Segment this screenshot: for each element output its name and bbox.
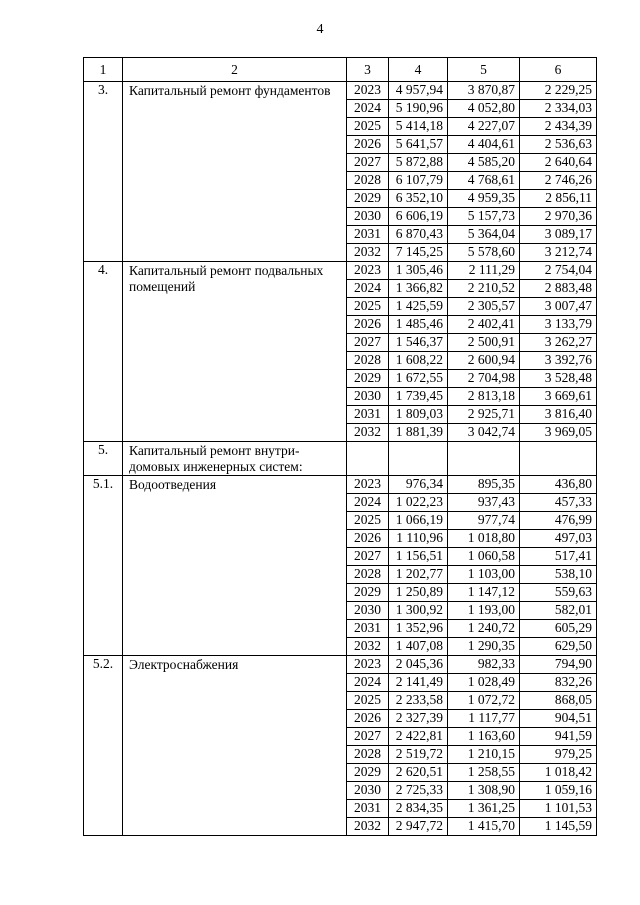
value-col5-cell: 2 925,71: [448, 406, 520, 424]
value-col5-cell: 1 018,80: [448, 530, 520, 548]
value-col4-cell: 1 066,19: [389, 512, 448, 530]
value-col6-cell: 2 640,64: [520, 154, 597, 172]
value-col5-cell: 1 361,25: [448, 800, 520, 818]
value-col5-cell: 2 704,98: [448, 370, 520, 388]
value-col5-cell: 1 163,60: [448, 728, 520, 746]
value-col4-cell: 2 947,72: [389, 818, 448, 836]
value-col6-cell: 497,03: [520, 530, 597, 548]
value-col6-cell: 436,80: [520, 476, 597, 494]
year-cell: 2031: [347, 226, 389, 244]
year-cell: 2029: [347, 584, 389, 602]
table-row: [84, 656, 597, 674]
value-col5-cell: 1 193,00: [448, 602, 520, 620]
value-col5-cell: 1 028,49: [448, 674, 520, 692]
value-col5-cell: 2 500,91: [448, 334, 520, 352]
year-cell: 2025: [347, 298, 389, 316]
value-col4-cell: 2 834,35: [389, 800, 448, 818]
value-col5-cell: 4 227,07: [448, 118, 520, 136]
value-col5-cell: 1 060,58: [448, 548, 520, 566]
value-col6-cell: 3 089,17: [520, 226, 597, 244]
value-col6-cell: 2 883,48: [520, 280, 597, 298]
value-col6-cell: 3 262,27: [520, 334, 597, 352]
header-col-2: 2: [123, 58, 347, 82]
value-col5-cell: 4 768,61: [448, 172, 520, 190]
year-cell: 2027: [347, 334, 389, 352]
item-description: Капитальный ремонт внутри-домовых инженерных систем:: [129, 443, 303, 474]
year-cell: 2032: [347, 244, 389, 262]
value-col6-cell: 941,59: [520, 728, 597, 746]
value-col6-cell: 3 007,47: [520, 298, 597, 316]
value-col4-cell: 1 809,03: [389, 406, 448, 424]
value-col5-cell: 2 305,57: [448, 298, 520, 316]
value-col4-cell: 6 606,19: [389, 208, 448, 226]
value-col5-cell: 977,74: [448, 512, 520, 530]
value-col4-cell: 6 107,79: [389, 172, 448, 190]
value-col5-cell: 1 103,00: [448, 566, 520, 584]
value-col4-cell: 1 202,77: [389, 566, 448, 584]
value-col4-cell: 5 414,18: [389, 118, 448, 136]
value-col6-cell: 3 528,48: [520, 370, 597, 388]
year-cell: 2030: [347, 208, 389, 226]
value-col6-cell: 629,50: [520, 638, 597, 656]
value-col6-cell: 2 746,26: [520, 172, 597, 190]
value-col5-cell: 937,43: [448, 494, 520, 512]
value-col4-cell: 1 407,08: [389, 638, 448, 656]
year-cell: 2030: [347, 388, 389, 406]
header-col-1: 1: [84, 58, 123, 82]
table-row: [84, 82, 597, 100]
value-col6-cell: 3 669,61: [520, 388, 597, 406]
repair-cost-table: [83, 57, 597, 836]
value-col6-cell: 1 059,16: [520, 782, 597, 800]
value-col4-cell: 1 110,96: [389, 530, 448, 548]
item-number: 5.: [84, 442, 123, 476]
year-cell: 2023: [347, 656, 389, 674]
year-cell: 2023: [347, 476, 389, 494]
value-col6-cell: [520, 442, 597, 476]
value-col4-cell: 1 305,46: [389, 262, 448, 280]
value-col6-cell: 1 018,42: [520, 764, 597, 782]
value-col6-cell: 2 856,11: [520, 190, 597, 208]
page-number: 4: [316, 22, 324, 37]
table-body: [84, 58, 597, 836]
item-number: 5.1.: [84, 476, 123, 656]
value-col4-cell: 5 190,96: [389, 100, 448, 118]
value-col6-cell: 476,99: [520, 512, 597, 530]
year-cell: 2030: [347, 782, 389, 800]
value-col6-cell: 979,25: [520, 746, 597, 764]
value-col4-cell: 1 672,55: [389, 370, 448, 388]
year-cell: 2026: [347, 530, 389, 548]
value-col6-cell: 794,90: [520, 656, 597, 674]
value-col6-cell: 832,26: [520, 674, 597, 692]
value-col5-cell: 5 578,60: [448, 244, 520, 262]
year-cell: 2024: [347, 100, 389, 118]
value-col6-cell: 1 145,59: [520, 818, 597, 836]
value-col4-cell: 2 422,81: [389, 728, 448, 746]
year-cell: 2027: [347, 728, 389, 746]
year-cell: 2027: [347, 548, 389, 566]
value-col4-cell: 1 608,22: [389, 352, 448, 370]
value-col5-cell: 2 210,52: [448, 280, 520, 298]
item-description: Электроснабжения: [129, 657, 239, 672]
value-col4-cell: 6 870,43: [389, 226, 448, 244]
table-row: [84, 476, 597, 494]
value-col5-cell: 1 147,12: [448, 584, 520, 602]
value-col5-cell: 5 364,04: [448, 226, 520, 244]
value-col4-cell: 2 620,51: [389, 764, 448, 782]
table-row: [84, 262, 597, 280]
year-cell: 2030: [347, 602, 389, 620]
value-col4-cell: 1 881,39: [389, 424, 448, 442]
year-cell: 2028: [347, 352, 389, 370]
value-col6-cell: 3 816,40: [520, 406, 597, 424]
value-col6-cell: 868,05: [520, 692, 597, 710]
value-col5-cell: [448, 442, 520, 476]
item-description-cell: [123, 476, 347, 656]
year-cell: 2023: [347, 82, 389, 100]
value-col4-cell: 2 327,39: [389, 710, 448, 728]
value-col4-cell: 6 352,10: [389, 190, 448, 208]
value-col5-cell: 1 415,70: [448, 818, 520, 836]
year-cell: 2032: [347, 818, 389, 836]
value-col6-cell: 582,01: [520, 602, 597, 620]
value-col4-cell: 976,34: [389, 476, 448, 494]
value-col5-cell: 2 813,18: [448, 388, 520, 406]
value-col5-cell: 1 290,35: [448, 638, 520, 656]
value-col5-cell: 1 117,77: [448, 710, 520, 728]
value-col4-cell: 2 233,58: [389, 692, 448, 710]
value-col6-cell: 2 334,03: [520, 100, 597, 118]
item-description: Капитальный ремонт фундаментов: [129, 83, 331, 98]
value-col6-cell: 2 536,63: [520, 136, 597, 154]
value-col5-cell: 5 157,73: [448, 208, 520, 226]
value-col4-cell: 1 485,46: [389, 316, 448, 334]
value-col6-cell: 3 392,76: [520, 352, 597, 370]
value-col6-cell: 2 229,25: [520, 82, 597, 100]
year-cell: 2024: [347, 674, 389, 692]
year-cell: 2031: [347, 620, 389, 638]
year-cell: 2024: [347, 494, 389, 512]
value-col6-cell: 517,41: [520, 548, 597, 566]
value-col5-cell: 4 404,61: [448, 136, 520, 154]
year-cell: 2029: [347, 190, 389, 208]
value-col5-cell: 4 585,20: [448, 154, 520, 172]
item-description-cell: [123, 82, 347, 262]
year-cell: 2026: [347, 316, 389, 334]
year-cell: 2026: [347, 710, 389, 728]
value-col4-cell: 1 352,96: [389, 620, 448, 638]
header-col-3: 3: [347, 58, 389, 82]
value-col5-cell: 2 402,41: [448, 316, 520, 334]
value-col6-cell: 3 969,05: [520, 424, 597, 442]
value-col6-cell: 457,33: [520, 494, 597, 512]
value-col4-cell: 1 156,51: [389, 548, 448, 566]
year-cell: 2032: [347, 424, 389, 442]
value-col5-cell: 4 052,80: [448, 100, 520, 118]
year-cell: 2027: [347, 154, 389, 172]
value-col4-cell: 1 739,45: [389, 388, 448, 406]
value-col5-cell: 1 072,72: [448, 692, 520, 710]
value-col6-cell: 2 754,04: [520, 262, 597, 280]
value-col6-cell: 2 970,36: [520, 208, 597, 226]
value-col4-cell: 1 250,89: [389, 584, 448, 602]
value-col4-cell: 4 957,94: [389, 82, 448, 100]
value-col4-cell: 5 641,57: [389, 136, 448, 154]
item-description: Капитальный ремонт подвальных помещений: [129, 263, 324, 294]
value-col6-cell: 2 434,39: [520, 118, 597, 136]
value-col5-cell: 1 210,15: [448, 746, 520, 764]
value-col5-cell: 1 308,90: [448, 782, 520, 800]
year-cell: 2026: [347, 136, 389, 154]
value-col4-cell: 1 022,23: [389, 494, 448, 512]
value-col6-cell: 559,63: [520, 584, 597, 602]
item-number: 3.: [84, 82, 123, 262]
item-description: Водоотведения: [129, 477, 217, 492]
item-description-cell: [123, 656, 347, 836]
value-col5-cell: 3 870,87: [448, 82, 520, 100]
value-col4-cell: 7 145,25: [389, 244, 448, 262]
value-col6-cell: 605,29: [520, 620, 597, 638]
year-cell: 2032: [347, 638, 389, 656]
table-row: [84, 442, 597, 476]
year-cell: 2029: [347, 764, 389, 782]
item-description-cell: [123, 262, 347, 442]
value-col5-cell: 2 111,29: [448, 262, 520, 280]
value-col5-cell: 3 042,74: [448, 424, 520, 442]
year-cell: [347, 442, 389, 476]
year-cell: 2028: [347, 566, 389, 584]
value-col6-cell: 3 133,79: [520, 316, 597, 334]
year-cell: 2025: [347, 692, 389, 710]
year-cell: 2028: [347, 746, 389, 764]
value-col4-cell: 1 300,92: [389, 602, 448, 620]
value-col5-cell: 895,35: [448, 476, 520, 494]
year-cell: 2024: [347, 280, 389, 298]
value-col5-cell: 2 600,94: [448, 352, 520, 370]
header-col-4: 4: [389, 58, 448, 82]
year-cell: 2029: [347, 370, 389, 388]
value-col4-cell: [389, 442, 448, 476]
year-cell: 2023: [347, 262, 389, 280]
value-col6-cell: 904,51: [520, 710, 597, 728]
item-number: 4.: [84, 262, 123, 442]
value-col6-cell: 538,10: [520, 566, 597, 584]
value-col5-cell: 1 240,72: [448, 620, 520, 638]
value-col4-cell: 1 425,59: [389, 298, 448, 316]
year-cell: 2031: [347, 800, 389, 818]
value-col4-cell: 2 045,36: [389, 656, 448, 674]
year-cell: 2025: [347, 118, 389, 136]
value-col4-cell: 1 366,82: [389, 280, 448, 298]
header-col-5: 5: [448, 58, 520, 82]
value-col6-cell: 1 101,53: [520, 800, 597, 818]
value-col6-cell: 3 212,74: [520, 244, 597, 262]
value-col4-cell: 2 725,33: [389, 782, 448, 800]
value-col4-cell: 1 546,37: [389, 334, 448, 352]
table-header-row: [84, 58, 597, 82]
year-cell: 2028: [347, 172, 389, 190]
value-col4-cell: 2 519,72: [389, 746, 448, 764]
year-cell: 2025: [347, 512, 389, 530]
item-description-cell: [123, 442, 347, 476]
year-cell: 2031: [347, 406, 389, 424]
value-col5-cell: 4 959,35: [448, 190, 520, 208]
header-col-6: 6: [520, 58, 597, 82]
value-col5-cell: 1 258,55: [448, 764, 520, 782]
item-number: 5.2.: [84, 656, 123, 836]
value-col4-cell: 5 872,88: [389, 154, 448, 172]
value-col5-cell: 982,33: [448, 656, 520, 674]
value-col4-cell: 2 141,49: [389, 674, 448, 692]
